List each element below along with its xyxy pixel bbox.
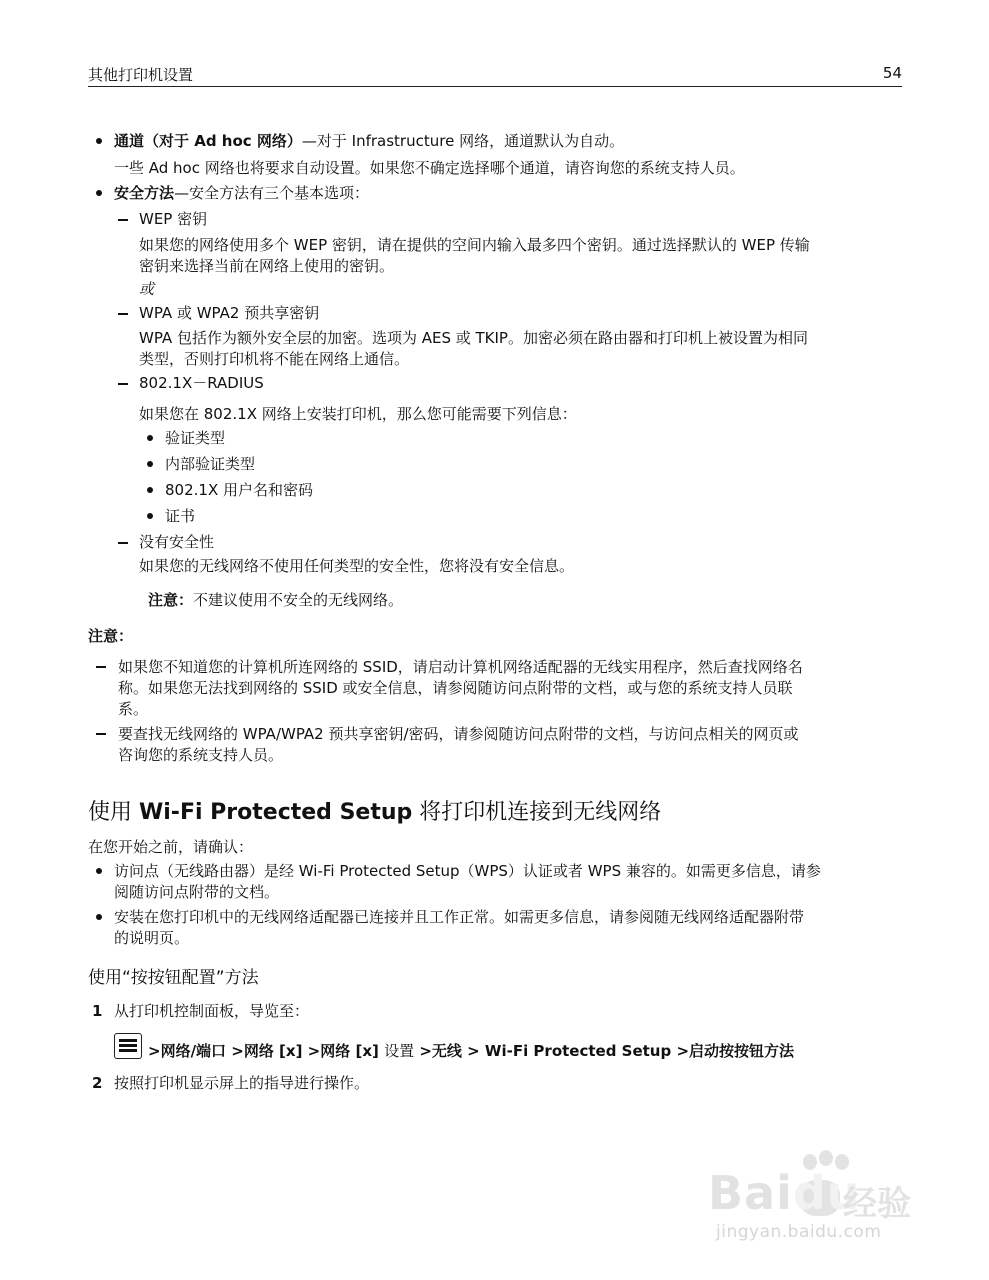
dash-wep bbox=[118, 219, 128, 221]
nav-path-part-4: Wi-Fi Protected Setup bbox=[484, 1042, 672, 1060]
watermark-cn: 经验 bbox=[843, 1184, 911, 1224]
bullet-wps-1 bbox=[96, 868, 102, 874]
radius-item-1: 验证类型 bbox=[165, 429, 226, 447]
bullet-radius-2 bbox=[147, 461, 153, 467]
bullet-radius-3 bbox=[147, 487, 153, 493]
none-text: 如果您的无线网络不使用任何类型的安全性，您将没有安全信息。 bbox=[139, 557, 575, 575]
wps-bullet2-line-2: 的说明页。 bbox=[114, 929, 190, 947]
dash-note-2 bbox=[96, 733, 106, 735]
security-text: —安全方法有三个基本选项： bbox=[174, 184, 370, 202]
wps-intro: 在您开始之前，请确认： bbox=[88, 838, 254, 856]
watermark-brand: Baidu bbox=[708, 1166, 861, 1220]
baidu-watermark bbox=[708, 1150, 938, 1250]
menu-icon bbox=[114, 1033, 142, 1059]
none-note-label: 注意： bbox=[148, 591, 194, 609]
note1-line-3: 系。 bbox=[118, 700, 149, 718]
step-2-number: 2 bbox=[92, 1074, 103, 1092]
wpa-text-2: 类型，否则打印机将不能在网络上通信。 bbox=[139, 350, 410, 368]
channel-line bbox=[114, 131, 624, 151]
bullet-wps-2 bbox=[96, 914, 102, 920]
wps-bullet1-line-1: 访问点（无线路由器）是经 Wi-Fi Protected Setup（WPS）认证或者 WPS 兼容的。如需更多信息，请参 bbox=[114, 862, 821, 880]
step-2-text: 按照打印机显示屏上的指导进行操作。 bbox=[114, 1074, 370, 1092]
none-title: 没有安全性 bbox=[139, 533, 215, 551]
dash-none bbox=[118, 542, 128, 544]
nav-path-part-3: >无线 > bbox=[414, 1042, 485, 1060]
watermark-url: jingyan.baidu.com bbox=[716, 1222, 882, 1242]
radius-item-4: 证书 bbox=[165, 507, 196, 525]
note2-line-1: 要查找无线网络的 WPA/WPA2 预共享密钥/密码，请参阅随访问点附带的文档，与访问点相关的网页或 bbox=[118, 725, 799, 743]
radius-item-3: 802.1X 用户名和密码 bbox=[165, 481, 313, 499]
nav-path-part-1: >网络/端口 >网络 [x] >网络 [x] bbox=[148, 1042, 385, 1060]
radius-title: 802.1X－RADIUS bbox=[139, 374, 264, 392]
page-number: 54 bbox=[882, 64, 902, 82]
wps-bullet1-line-2: 阅随访问点附带的文档。 bbox=[114, 883, 280, 901]
step-1-number: 1 bbox=[92, 1002, 103, 1020]
wpa-title: WPA 或 WPA2 预共享密钥 bbox=[139, 304, 320, 322]
wep-title: WEP 密钥 bbox=[139, 210, 208, 228]
radius-item-2: 内部验证类型 bbox=[165, 455, 256, 473]
wep-text-2: 密钥来选择当前在网络上使用的密钥。 bbox=[139, 257, 395, 275]
security-line bbox=[114, 183, 369, 203]
notes-label: 注意： bbox=[88, 627, 134, 645]
nav-path-part-5: >启动按按钮方法 bbox=[671, 1042, 795, 1060]
dash-wpa bbox=[118, 313, 128, 315]
paw-toe-2 bbox=[819, 1150, 833, 1166]
none-note bbox=[148, 590, 403, 610]
section-heading bbox=[88, 798, 661, 828]
security-label: 安全方法 bbox=[114, 184, 175, 202]
wpa-text-1: WPA 包括作为额外安全层的加密。选项为 AES 或 TKIP。加密必须在路由器和打印机上被设置为相同 bbox=[139, 329, 808, 347]
dash-radius bbox=[118, 383, 128, 385]
channel-text: —对于 Infrastructure 网络，通道默认为自动。 bbox=[301, 132, 625, 150]
note1-line-2: 称。如果您无法找到网络的 SSID 或安全信息，请参阅随访问点附带的文档，或与您的系统支持人员联 bbox=[118, 679, 793, 697]
channel-label: 通道（对于 Ad hoc 网络） bbox=[114, 132, 302, 150]
bullet-radius-1 bbox=[147, 435, 153, 441]
step-1-text: 从打印机控制面板，导览至： bbox=[114, 1002, 310, 1020]
header-title: 其他打印机设置 bbox=[88, 66, 194, 84]
running-header bbox=[88, 64, 902, 87]
bullet-radius-4 bbox=[147, 513, 153, 519]
heading-post: 将打印机连接到无线网络 bbox=[412, 800, 662, 825]
wps-bullet2-line-1: 安装在您打印机中的无线网络适配器已连接并且工作正常。如需更多信息，请参阅随无线网络适配器附带 bbox=[114, 908, 805, 926]
heading-pre: 使用 bbox=[88, 800, 139, 825]
nav-path-part-2: 设置 bbox=[384, 1042, 415, 1060]
wep-text-1: 如果您的网络使用多个 WEP 密钥，请在提供的空间内输入最多四个密钥。通过选择默认的 WEP 传输 bbox=[139, 236, 810, 254]
dash-note-1 bbox=[96, 666, 106, 668]
radius-intro: 如果您在 802.1X 网络上安装打印机，那么您可能需要下列信息： bbox=[139, 405, 577, 423]
bullet-channel bbox=[96, 138, 102, 144]
wep-or: 或 bbox=[139, 280, 155, 298]
subsection-heading: 使用“按按钮配置”方法 bbox=[88, 968, 259, 988]
note2-line-2: 咨询您的系统支持人员。 bbox=[118, 746, 284, 764]
channel-detail: 一些 Ad hoc 网络也将要求自动设置。如果您不确定选择哪个通道，请咨询您的系统支持人员。 bbox=[114, 159, 745, 177]
nav-path bbox=[148, 1041, 794, 1061]
note1-line-1: 如果您不知道您的计算机所连网络的 SSID，请启动计算机网络适配器的无线实用程序，然后查找网络名 bbox=[118, 658, 803, 676]
heading-bold: Wi-Fi Protected Setup bbox=[139, 800, 413, 825]
none-note-text: 不建议使用不安全的无线网络。 bbox=[193, 591, 404, 609]
bullet-security bbox=[96, 190, 102, 196]
